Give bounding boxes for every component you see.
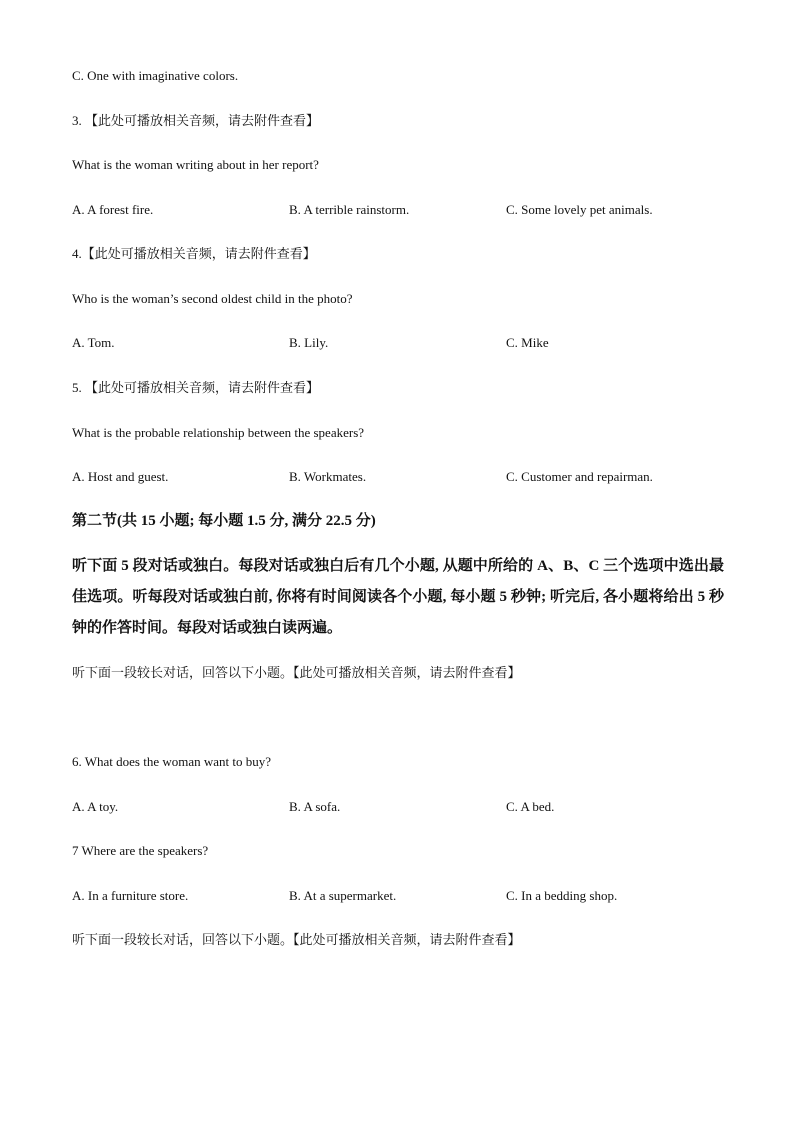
q7-option-a: A. In a furniture store.: [72, 888, 189, 903]
q4-question: Who is the woman’s second oldest child in the photo?: [72, 291, 353, 306]
q3-option-c: C. Some lovely pet animals.: [506, 202, 653, 217]
q5-option-a: A. Host and guest.: [72, 469, 169, 484]
q3-audio-marker: 3. 【此处可播放相关音频，请去附件查看】: [72, 113, 320, 128]
q7-question: 7 Where are the speakers?: [72, 843, 209, 858]
q4-audio-marker: 4.【此处可播放相关音频，请去附件查看】: [72, 246, 316, 261]
q6-option-a: A. A toy.: [72, 799, 119, 814]
q3-option-a: A. A forest fire.: [72, 202, 154, 217]
q5-option-c: C. Customer and repairman.: [506, 469, 653, 484]
dialogue-intro-1: 听下面一段较长对话，回答以下小题。【此处可播放相关音频，请去附件查看】: [72, 665, 521, 680]
q4-option-a: A. Tom.: [72, 335, 115, 350]
q2-option-c: C. One with imaginative colors.: [72, 68, 239, 83]
q5-audio-marker: 5. 【此处可播放相关音频，请去附件查看】: [72, 380, 320, 395]
q6-option-c: C. A bed.: [506, 799, 555, 814]
q5-option-b: B. Workmates.: [289, 469, 367, 484]
q5-question: What is the probable relationship between the speakers?: [72, 425, 365, 440]
q3-question: What is the woman writing about in her report?: [72, 157, 319, 172]
q6-option-b: B. A sofa.: [289, 799, 341, 814]
q3-option-b: B. A terrible rainstorm.: [289, 202, 410, 217]
dialogue-intro-2: 听下面一段较长对话，回答以下小题。【此处可播放相关音频，请去附件查看】: [72, 932, 521, 947]
q7-option-c: C. In a bedding shop.: [506, 888, 618, 903]
q6-question: 6. What does the woman want to buy?: [72, 754, 272, 769]
q7-option-b: B. At a supermarket.: [289, 888, 397, 903]
q4-option-b: B. Lily.: [289, 335, 329, 350]
q4-option-c: C. Mike: [506, 335, 549, 350]
section-title: 第二节(共 15 小题; 每小题 1.5 分, 满分 22.5 分): [72, 513, 376, 529]
section-instructions: 听下面 5 段对话或独白。每段对话或独白后有几个小题, 从题中所给的 A、B、C 三个选项中选出最佳选项。听每段对话或独白前, 你将有时间阅读各个小题, 每小题 5 秒钟; 听完后, 各小题将给出 5 秒钟的作答时间。每段对话或独白读两遍。: [72, 558, 724, 636]
